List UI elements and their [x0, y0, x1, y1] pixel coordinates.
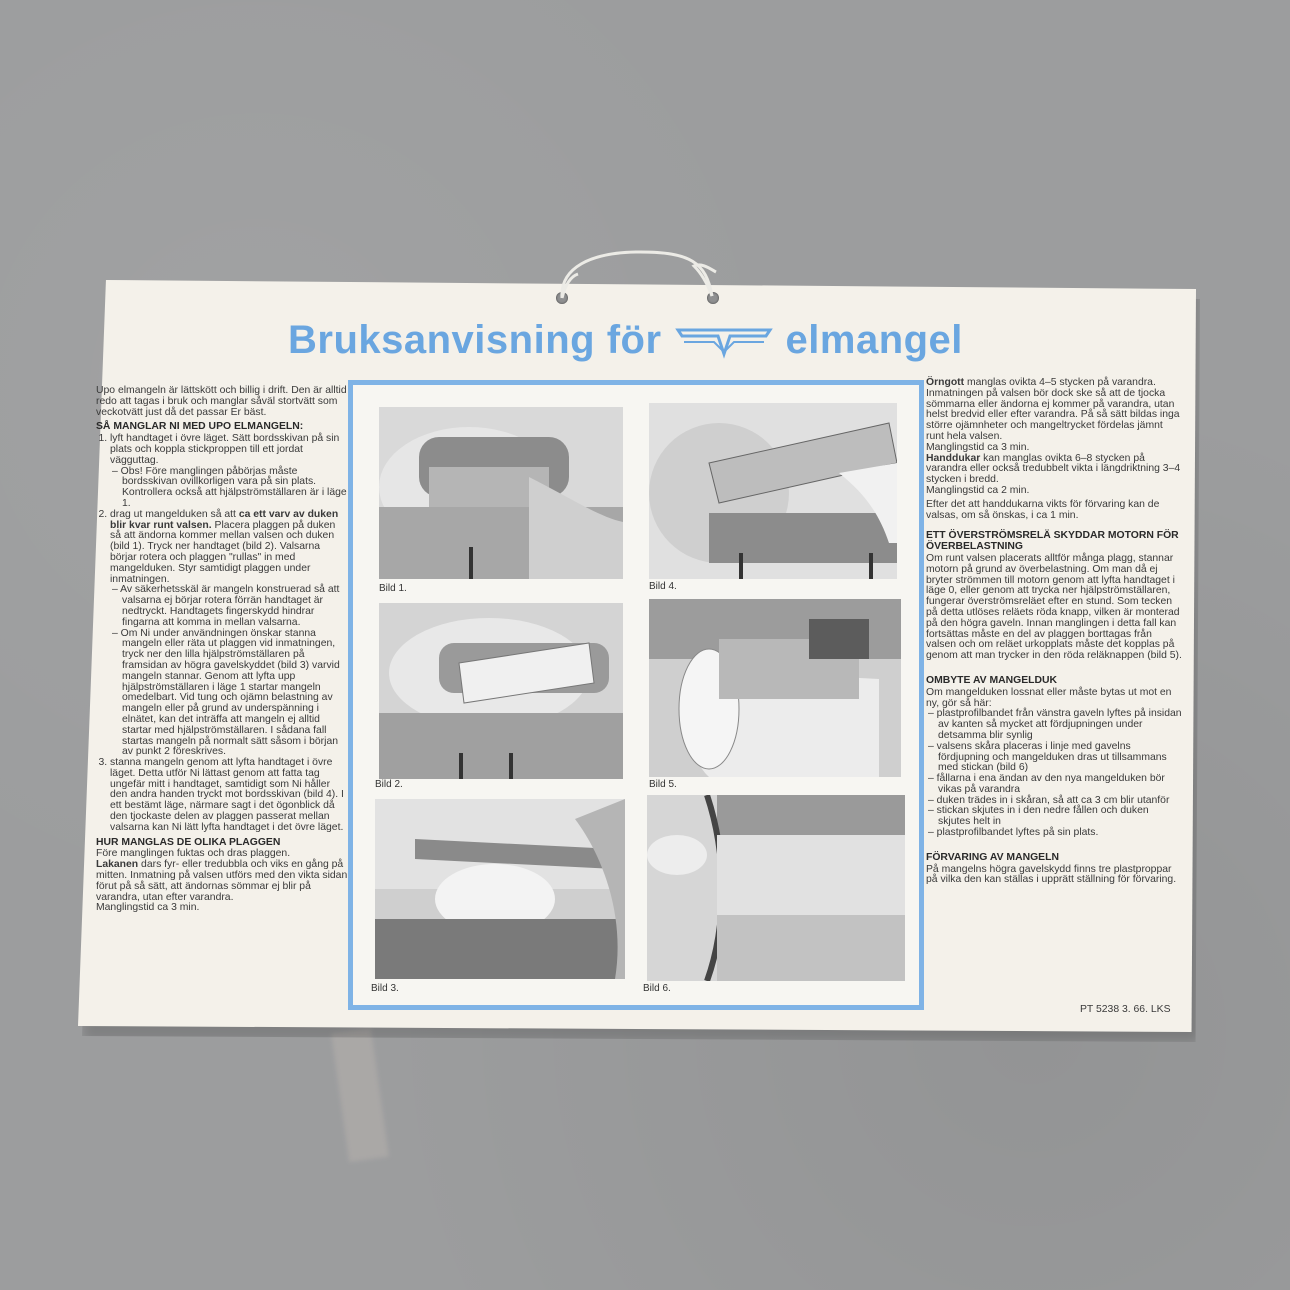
step-3	[110, 758, 348, 834]
step-2-note-1: – Av säkerhetsskäl är mangeln konstruerad så att valsarna ej börjar rotera förrän handtaget är nedtryckt. Handtagets fingerskydd hindrar fingarna att komma in mellan valsarna.	[112, 584, 340, 628]
prep-text: Före manglingen fuktas och dras plaggen.	[96, 848, 291, 860]
replace-step: – stickan skjutes in i den nedre fållen och duken skjutes helt in	[928, 805, 1149, 828]
caption-bild-2: Bild 2.	[375, 779, 403, 790]
step-2-text-b: Placera plaggen på duken så att ändorna kommer mellan valsen och duken (bild 1). Tryck ner handtaget (bild 2). Valsarna börjar rotera och plaggen "rullas" in med mangelduken. Styr samtidigt plaggen under inmatningen.	[110, 519, 336, 585]
photo-panel	[348, 380, 924, 1010]
caption-bild-4: Bild 4.	[649, 581, 677, 592]
caption-bild-3: Bild 3.	[371, 983, 399, 994]
handdukar-time: Manglingstid ca 2 min.	[926, 484, 1030, 496]
replace-intro: Om mangelduken lossnat eller måste bytas ut mot en ny, gör så här:	[926, 686, 1172, 709]
caption-bild-1: Bild 1.	[379, 583, 407, 594]
hang-hole-left	[556, 292, 568, 304]
title-after: elmangel	[785, 317, 963, 362]
photo-bild-3	[375, 799, 625, 979]
replace-step: – plastprofilbandet lyftes på sin plats.	[928, 827, 1099, 839]
step-1-note: – Obs! Före manglingen påbörjas måste bordsskivan ovillkorligen vara på sin plats. Kontrollera också att hjälpströmställaren är i läge 1.	[112, 465, 347, 509]
hang-hole-right	[707, 292, 719, 304]
replace-step: – fållarna i ena ändan av den nya mangelduken bör vikas på varandra	[928, 773, 1165, 795]
photo-bild-5	[649, 599, 901, 777]
step-2-bold: ca ett varv av duken blir kvar runt valsen.	[110, 508, 339, 531]
handdukar-text: kan manglas ovikta 6–8 stycken på varandra eller också tredubbelt vikta i längdriktning 3–4 stycken i bredd.	[926, 452, 1181, 486]
floor-scuff	[331, 1028, 389, 1162]
caption-bild-5: Bild 5.	[649, 779, 677, 790]
after-note: Efter det att handdukarna vikts för förvaring kan de valsas, om så önskas, i ca 1 min.	[926, 498, 1160, 521]
photo-bild-4	[649, 403, 897, 579]
print-code: PT 5238 3. 66. LKS	[1080, 1004, 1171, 1015]
handdukar-label: Handdukar	[926, 452, 981, 464]
right-column	[926, 378, 1182, 886]
replace-step: – duken trädes in i skåran, så att ca 3 cm blir utanför	[928, 794, 1170, 806]
step-2-note-2: – Om Ni under användningen önskar stanna mangeln eller räta ut plaggen vid inmatningen, tryck ner den lilla hjälpströmställaren på framsidan av högra gavelskyddet (bild 3) varvid mangeln stannar. Genom att lyfta upp hjälpströmställaren i läge 1 startar mangeln omedelbart. Vid tung och ojämn belastning av mangeln eller på grund av underspänning i elnätet, kan det inträffa att mangeln ej alltid startar med hjälpströmställaren. I sådana fall startas mangeln på normalt sätt såsom i början av punkt 2 föreskrives.	[112, 627, 340, 758]
photo-bild-2	[379, 603, 623, 779]
handdukar-paragraph	[926, 454, 1182, 486]
steps-list	[96, 434, 348, 833]
heading-how-to: SÅ MANGLAR NI MED UPO ELMANGELN:	[96, 421, 304, 433]
heading-garments: HUR MANGLAS DE OLIKA PLAGGEN	[96, 836, 281, 848]
left-column	[96, 386, 348, 914]
step-2-text-a: drag ut mangelduken så att	[110, 508, 236, 520]
photo-bild-1	[379, 407, 623, 579]
orngott-time: Manglingstid ca 3 min.	[926, 441, 1030, 453]
step-1-text: lyft handtaget i övre läget. Sätt bordsskivan på sin plats och koppla stickproppen till ett jordat vägguttag.	[110, 433, 340, 466]
storage-text: På mangelns högra gavelskydd finns tre plastproppar på vilka den kan ställas i upprätt ställning för förvaring.	[926, 863, 1177, 886]
orngott-text: manglas ovikta 4–5 stycken på varandra. Inmatningen på valsen bör dock ske så att de tjocka sömmarna eller ändorna ej kommer på varandra, utan helst bredvid eller efter varandra. På så sätt bildas inga större ojämnheter och mangeltrycket fördelas jämnt runt hela valsen.	[926, 377, 1180, 442]
caption-bild-6: Bild 6.	[643, 983, 671, 994]
step-1	[110, 434, 348, 510]
replace-step: – plastprofilbandet från vänstra gaveln lyftes på insidan av kanten så mycket att fördjupningen under detsamma blir synlig	[928, 708, 1182, 741]
lakanen-label: Lakanen	[96, 859, 139, 871]
heading-storage: FÖRVARING AV MANGELN	[926, 851, 1059, 863]
step-2	[110, 510, 348, 758]
replace-step: – valsens skåra placeras i linje med gavelns fördjupning och mangelduken dras ut tillsammans med stickan (bild 6)	[928, 740, 1167, 774]
orngott-paragraph	[926, 378, 1182, 443]
upo-logo	[674, 320, 774, 360]
heading-replace: OMBYTE AV MANGELDUK	[926, 674, 1058, 686]
replace-steps	[926, 709, 1182, 839]
title-before: Bruksanvisning för	[288, 317, 662, 362]
intro-text: Upo elmangeln är lättskött och billig i drift. Den är alltid redo att tagas i bruk och manglar såväl stortvätt som veckotvätt just då det passar Er bäst.	[96, 385, 347, 418]
lakanen-paragraph	[96, 860, 348, 903]
photo-bild-6	[647, 795, 905, 981]
lakanen-time: Manglingstid ca 3 min.	[96, 902, 200, 914]
page-title	[288, 312, 988, 368]
overload-text: Om runt valsen placerats alltför många plagg, stannar motorn på grund av överbelastning. Om man då ej bryter strömmen till motorn genom att lyfta handtaget i läge 0, eller genom att trycka ner hjälpströmställaren, fungerar överströmsreläet efter en stund. Som tecken på detta utlöses reläets röda knapp, vilken är monterad på den högra gaveln. Innan manglingen i detta fall kan fortsättas måste en del av plaggen borttagas från valsen och om reläet urkopplats måste det kopplas på genom att man trycker in den röda reläknappen (bild 5).	[926, 552, 1182, 662]
heading-overload: ETT ÖVERSTRÖMSRELÄ SKYDDAR MOTORN FÖR ÖVERBELASTNING	[926, 530, 1179, 553]
orngott-label: Örngott	[926, 377, 965, 388]
lakanen-text: dars fyr- eller tredubbla och viks en gång på mitten. Inmatning på valsen utförs med den vikta sidan förut på så sätt, att ändornas sömmar ej blir på varandra, utan efter varandra.	[96, 859, 348, 903]
step-3-text: stanna mangeln genom att lyfta handtaget i övre läget. Detta utför Ni lättast genom att fatta tag ungefär mitt i handtaget, samtidigt som Ni håller den andra handen tryckt mot bordsskivan (bild 4). I ett bestämt läge, närmare sagt i det ögonblick då den tjockaste delen av plaggen passerat mellan valsarna kan Ni lätt lyfta handtaget i det övre läget.	[110, 757, 344, 833]
